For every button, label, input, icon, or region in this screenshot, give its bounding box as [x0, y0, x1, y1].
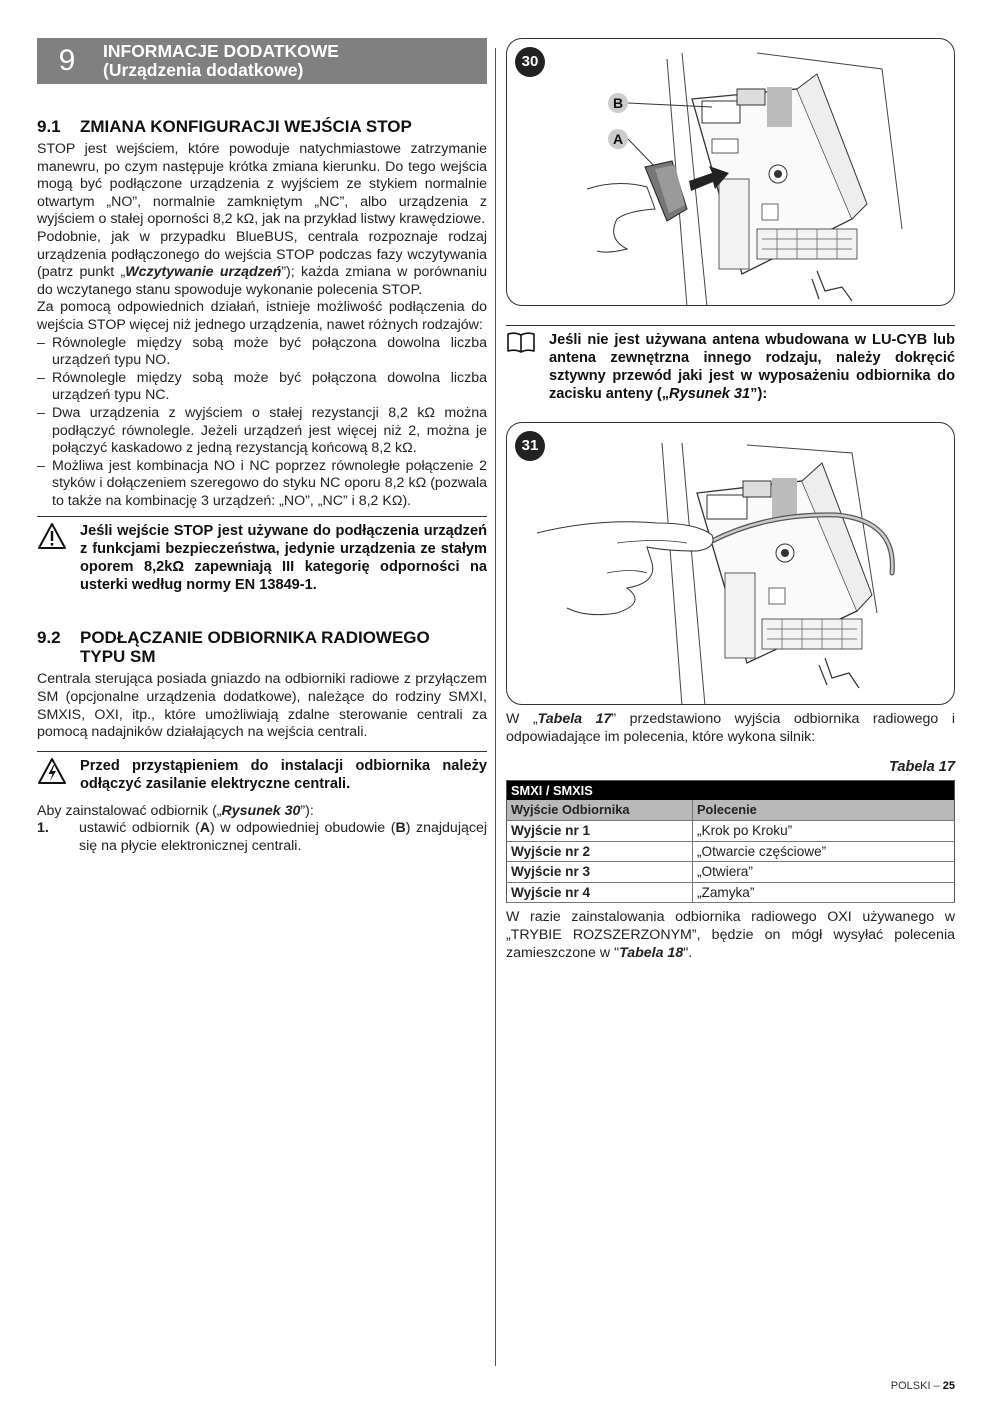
- table-intro-paragraph: W „Tabela 17” przedstawiono wyjścia odbiornika radiowego i odpowiadające im polecenia, które wykona silnik:: [506, 711, 955, 745]
- column-header-output: Wyjście Odbiornika: [507, 800, 693, 820]
- step-number: 1.: [37, 820, 49, 837]
- page-number: 25: [942, 1380, 955, 1392]
- receiver-intro-paragraph: Centrala sterująca posiada gniazdo na odbiorniki radiowe z przyłączem SM (opcjonalne urządzenia dodatkowe), należące do rodziny SMXI, SMXIS, OXI, itp., które umożliwiają zdalne sterowanie centrali za pomocą nadajników działających na wejścia centrali.: [37, 671, 487, 741]
- list-item: – Możliwa jest kombinacja NO i NC poprzez równoległe połączenie 2 styków i dołączeniem szeregowo do styku NC oporu 8,2 kΩ (pozwala to także na kombinację 3 urządzeń: „NO”, „NC” i 8,2 KΩ).: [37, 458, 487, 511]
- antenna-note-text: Jeśli nie jest używana antena wbudowana w LU-CYB lub antena zewnętrzna innego rodzaju, należy dokręcić sztywny przewód jaki jest w wyposażeniu odbiornika do zacisku anteny („Rysunek 31”):: [549, 332, 955, 402]
- output-cell: Wyjście nr 1: [507, 820, 693, 841]
- oxi-paragraph: W razie zainstalowania odbiornika radiowego OXI używanego w „TRYBIE ROZSZERZONYM”, będzie on mógł wysyłać polecenia zamieszczone w "Tabela 18".: [506, 909, 955, 961]
- command-cell: „Otwarcie częściowe”: [693, 841, 955, 862]
- figure-number-badge: 30: [515, 47, 545, 77]
- table-group-header: SMXI / SMXIS: [507, 780, 955, 800]
- table-row: [507, 820, 955, 841]
- step-text: ustawić odbiornik (A) w odpowiedniej obudowie (B) znajdującej się na płycie elektronicznej centrali.: [79, 820, 488, 855]
- stop-device-list: [37, 335, 487, 511]
- output-cell: Wyjście nr 3: [507, 862, 693, 883]
- tabela-18-ref: Tabela 18: [619, 944, 684, 961]
- chapter-title-line1: INFORMACJE DODATKOWE: [103, 41, 339, 61]
- table-row: [507, 882, 955, 903]
- rysunek-30-ref: Rysunek 30: [221, 802, 301, 819]
- chapter-header: [37, 38, 487, 84]
- multi-device-paragraph: Za pomocą odpowiednich działań, istnieje możliwość podłączenia do wejścia STOP więcej niż jednego urządzenia, nawet różnych rodzajów:: [37, 299, 487, 333]
- command-cell: „Zamyka”: [693, 882, 955, 903]
- antenna-wire-illustration: [507, 423, 955, 705]
- table-row: [507, 841, 955, 862]
- chapter-title: [97, 38, 339, 84]
- electric-warning: [37, 751, 487, 793]
- right-column: [506, 38, 955, 962]
- section-heading-9-2: [37, 628, 487, 666]
- antenna-note: [506, 325, 955, 403]
- wczytywanie-ref: Wczytywanie urządzeń: [125, 264, 282, 281]
- command-cell: „Otwiera”: [693, 862, 955, 883]
- list-item: – Równolegle między sobą może być połączona dowolna liczba urządzeń typu NO.: [37, 335, 487, 370]
- rysunek-31-ref: Rysunek 31: [669, 386, 751, 402]
- column-divider: [495, 48, 496, 1366]
- tabela-17-ref: Tabela 17: [537, 711, 612, 727]
- table-row: [507, 862, 955, 883]
- svg-text:A: A: [613, 131, 624, 147]
- install-intro: Aby zainstalować odbiornik („Rysunek 30”):: [37, 802, 314, 819]
- section-number: 9.2: [37, 628, 61, 648]
- table-caption: Tabela 17: [889, 759, 955, 776]
- electric-hazard-icon: [37, 757, 80, 793]
- list-item: – Równolegle między sobą może być połączona dowolna liczba urządzeń typu NC.: [37, 370, 487, 405]
- left-column: [37, 38, 487, 856]
- section-heading-9-1: [37, 117, 487, 136]
- svg-text:B: B: [613, 95, 624, 111]
- figure-number-badge: 31: [515, 431, 545, 461]
- stop-intro-paragraph: STOP jest wejściem, które powoduje natychmiastowe zatrzymanie manewru, po czym następuje krótka zmiana kierunku. Do tego wejścia mogą być podłączone urządzenia z wyjściem ze stykiem normalnie otwartym „NO”, normalnie zamkniętym „NC”, albo urządzenia z wyjściem o stałej oporności 8,2 kΩ, jak na przykład listwy krawędziowe.: [37, 141, 487, 228]
- command-cell: „Krok po Kroku”: [693, 820, 955, 841]
- column-header-command: Polecenie: [693, 800, 955, 820]
- list-item: – Dwa urządzenia z wyjściem o stałej rezystancji 8,2 kΩ można podłączyć równolegle. Jeżeli urządzeń jest więcej niż 2, można je połączyć kaskadowo z jedną rezystancją końcową 8,2 kΩ.: [37, 405, 487, 458]
- figure-30: [506, 38, 955, 306]
- receiver-outputs-table: [506, 780, 955, 904]
- install-step-1: [37, 820, 487, 855]
- receiver-installation-illustration: [507, 39, 955, 306]
- electric-warning-text: Przed przystąpieniem do instalacji odbiornika należy odłączyć zasilanie elektryczne centrali.: [80, 757, 487, 792]
- bluebus-paragraph: Podobnie, jak w przypadku BlueBUS, centrala rozpoznaje rodzaj urządzenia podłączonego do wejścia STOP podczas fazy wczytywania (patrz punkt „Wczytywanie urządzeń”); każda zmiana w porównaniu do wczytanego stanu spowoduje wykonanie polecenia STOP.: [37, 228, 487, 298]
- section-number: 9.1: [37, 117, 61, 136]
- book-icon: [506, 331, 549, 403]
- page-footer: POLSKI – 25: [890, 1380, 955, 1392]
- output-cell: Wyjście nr 2: [507, 841, 693, 862]
- warning-triangle-icon: [37, 522, 80, 594]
- figure-31: [506, 422, 955, 705]
- safety-warning: [37, 516, 487, 594]
- output-cell: Wyjście nr 4: [507, 882, 693, 903]
- chapter-number: 9: [58, 44, 76, 78]
- section-title: PODŁĄCZANIE ODBIORNIKA RADIOWEGO TYPU SM: [80, 628, 430, 667]
- chapter-title-line2: (Urządzenia dodatkowe): [103, 60, 304, 80]
- safety-warning-text: Jeśli wejście STOP jest używane do podłączenia urządzeń z funkcjami bezpieczeństwa, jedynie urządzenia ze stałym oporem 8,2kΩ zapewniają III kategorię odporności na usterki według normy EN 13849-1.: [80, 523, 487, 594]
- section-title: ZMIANA KONFIGURACJI WEJŚCIA STOP: [80, 117, 412, 136]
